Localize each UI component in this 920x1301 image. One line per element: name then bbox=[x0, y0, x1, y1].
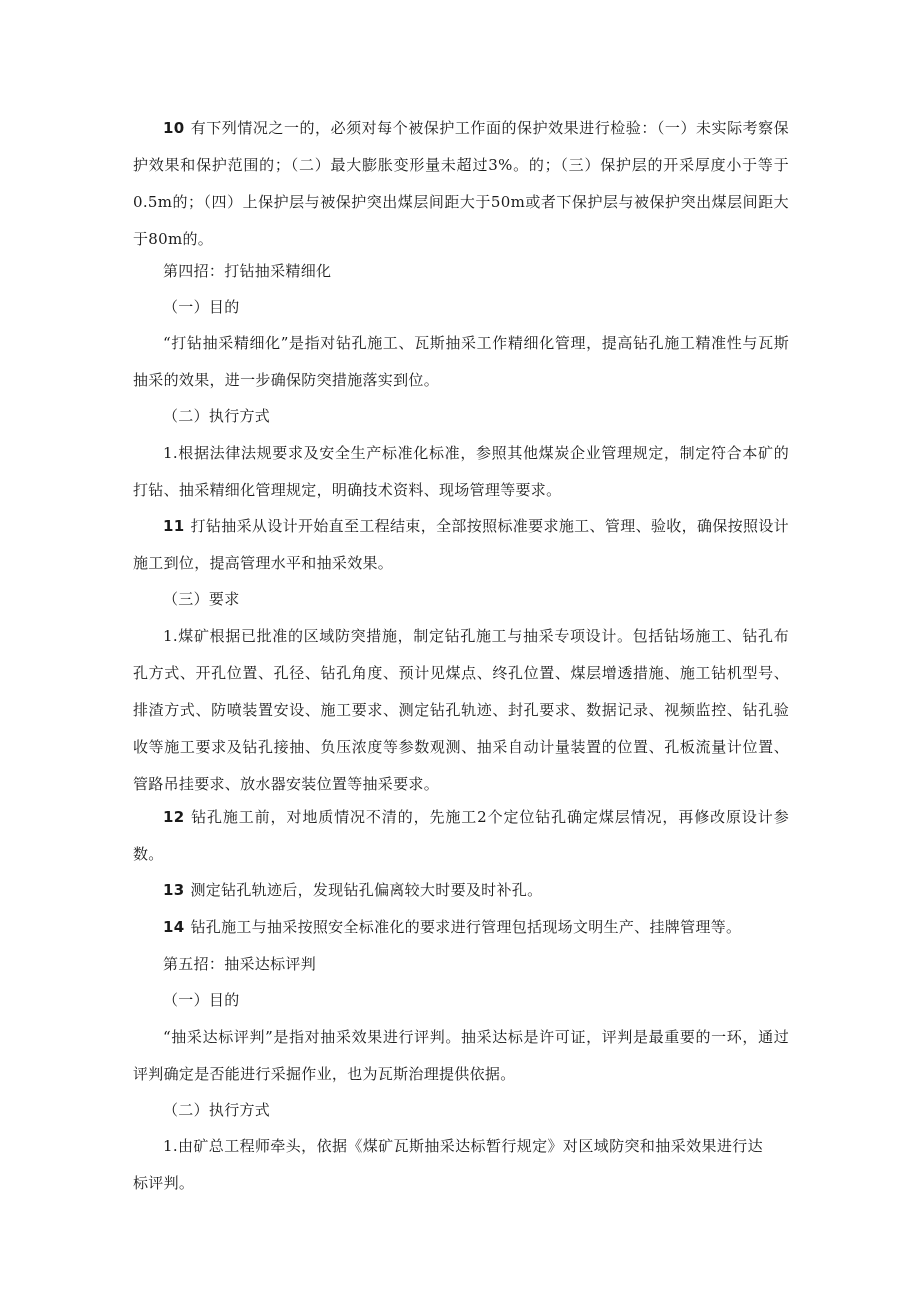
item-number: 13 bbox=[163, 881, 185, 899]
paragraph-item-13 bbox=[133, 872, 789, 909]
subheading-requirements: （三）要求 bbox=[163, 590, 240, 608]
paragraph-text: 钻孔施工前，对地质情况不清的，先施工2个定位钻孔确定煤层情况，再修改原设计参数。 bbox=[133, 808, 789, 863]
item-number: 12 bbox=[163, 808, 185, 826]
paragraph-text: 钻孔施工与抽采按照安全标准化的要求进行管理包括现场文明生产、挂牌管理等。 bbox=[190, 918, 742, 936]
paragraph-requirements-1: 1.煤矿根据已批准的区域防突措施，制定钻孔施工与抽采专项设计。包括钻场施工、钻孔布孔方式、开孔位置、孔径、钻孔角度、预计见煤点、终孔位置、煤层增透措施、施工钻机型号、排渣方式、防喷装置安设、施工要求、测定钻孔轨迹、封孔要求、数据记录、视频监控、钻孔验收等施工要求及钻孔接抽、负压浓度等参数观测、抽采自动计量装置的位置、孔板流量计位置、管路吊挂要求、放水器安装位置等抽采要求。 bbox=[133, 627, 789, 793]
paragraph-purpose-5: “抽采达标评判”是指对抽采效果进行评判。抽采达标是许可证，评判是最重要的一环，通过评判确定是否能进行采掘作业，也为瓦斯治理提供依据。 bbox=[133, 1028, 789, 1083]
subheading-execution-5: （二）执行方式 bbox=[163, 1101, 271, 1119]
item-number: 11 bbox=[163, 517, 185, 535]
section-heading-4: 第四招：打钻抽采精细化 bbox=[163, 262, 332, 280]
paragraph-text: 测定钻孔轨迹后，发现钻孔偏离较大时要及时补孔。 bbox=[190, 881, 543, 899]
paragraph-item-11 bbox=[133, 508, 789, 582]
paragraph-item-10 bbox=[133, 110, 789, 258]
paragraph-text: 有下列情况之一的，必须对每个被保护工作面的保护效果进行检验：（一）未实际考察保护效果和保护范围的；（二）最大膨胀变形量未超过3%。的；（三）保护层的开采厚度小于等于0.5m的；（四）上保护层与被保护突出煤层间距大于50m或者下保护层与被保护突出煤层间距大于80m的。 bbox=[133, 119, 789, 248]
item-number: 10 bbox=[163, 119, 185, 137]
subheading-purpose-5: （一）目的 bbox=[163, 991, 240, 1009]
paragraph-item-14 bbox=[133, 909, 789, 946]
paragraph-purpose: “打钻抽采精细化”是指对钻孔施工、瓦斯抽采工作精细化管理，提高钻孔施工精准性与瓦斯抽采的效果，进一步确保防突措施落实到位。 bbox=[133, 334, 789, 389]
paragraph-item-12 bbox=[133, 799, 789, 873]
paragraph-execution-5-1: 1.由矿总工程师牵头，依据《煤矿瓦斯抽采达标暂行规定》对区域防突和抽采效果进行达标评判。 bbox=[133, 1137, 763, 1192]
subheading-purpose: （一）目的 bbox=[163, 298, 240, 316]
section-heading-5: 第五招：抽采达标评判 bbox=[163, 955, 317, 973]
paragraph-execution-1: 1.根据法律法规要求及安全生产标准化标准，参照其他煤炭企业管理规定，制定符合本矿的打钻、抽采精细化管理规定，明确技术资料、现场管理等要求。 bbox=[133, 444, 789, 499]
item-number: 14 bbox=[163, 918, 185, 936]
subheading-execution: （二）执行方式 bbox=[163, 407, 271, 425]
paragraph-text: 打钻抽采从设计开始直至工程结束，全部按照标准要求施工、管理、验收，确保按照设计施工到位，提高管理水平和抽采效果。 bbox=[133, 517, 789, 572]
